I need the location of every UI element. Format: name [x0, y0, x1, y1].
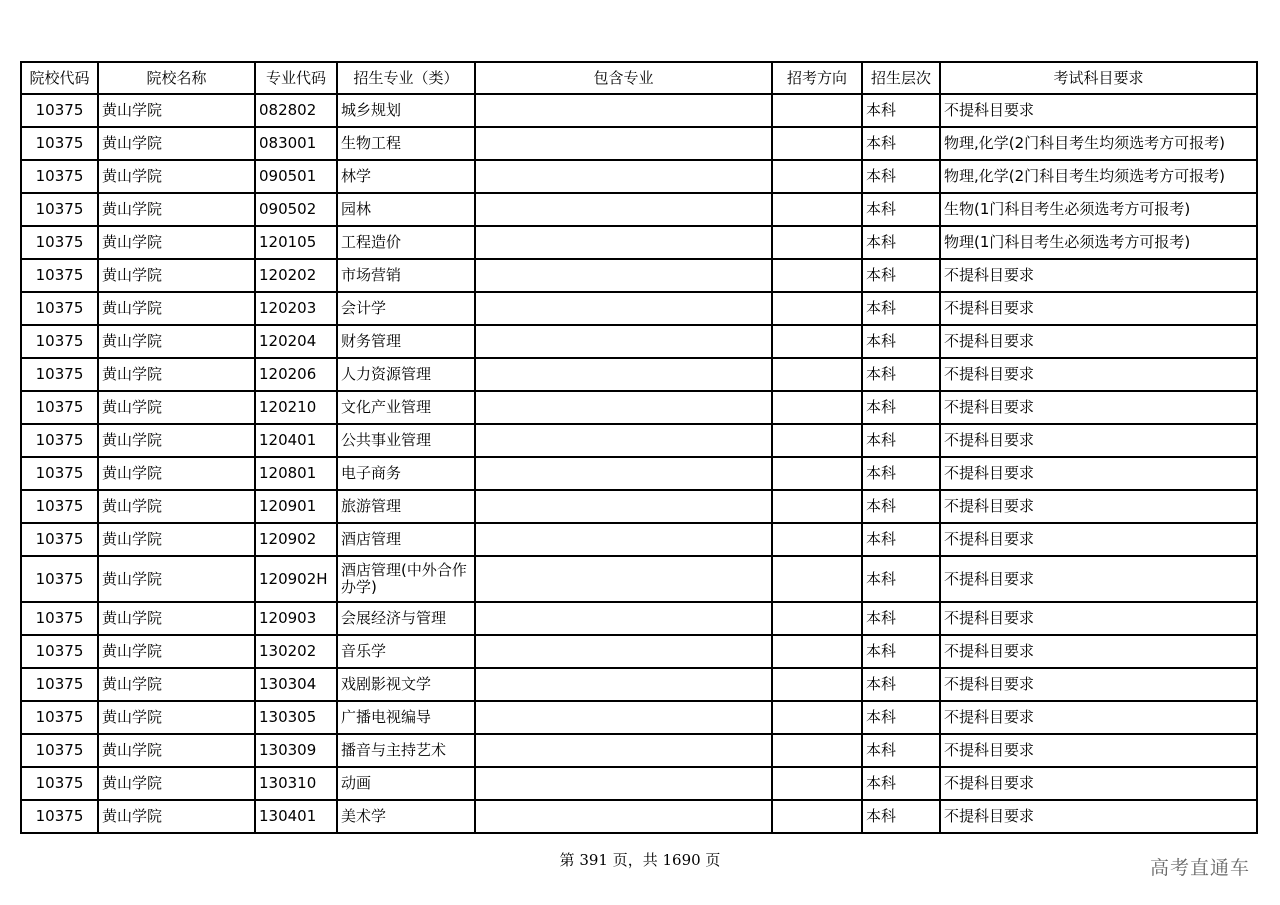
- table-row: [21, 523, 1257, 556]
- school-code-cell: 10375: [21, 767, 98, 800]
- school-code-cell: 10375: [21, 556, 98, 602]
- major-code-cell: 130309: [255, 734, 337, 767]
- school-name-cell: 黄山学院: [98, 602, 255, 635]
- subject-requirement-cell: 物理,化学(2门科目考生均须选考方可报考): [940, 160, 1257, 193]
- school-name-cell: 黄山学院: [98, 457, 255, 490]
- header-major-code: 专业代码: [255, 62, 337, 94]
- school-code-cell: 10375: [21, 424, 98, 457]
- school-name-cell: 黄山学院: [98, 94, 255, 127]
- table-row: [21, 127, 1257, 160]
- subject-requirement-cell: 生物(1门科目考生必须选考方可报考): [940, 193, 1257, 226]
- school-code-cell: 10375: [21, 635, 98, 668]
- direction-cell: [772, 127, 862, 160]
- major-cell: 酒店管理: [337, 523, 475, 556]
- subject-requirement-cell: 不提科目要求: [940, 556, 1257, 602]
- table-row: [21, 226, 1257, 259]
- major-cell: 园林: [337, 193, 475, 226]
- school-name-cell: 黄山学院: [98, 800, 255, 833]
- school-name-cell: 黄山学院: [98, 668, 255, 701]
- major-cell: 酒店管理(中外合作办学): [337, 556, 475, 602]
- table-row: [21, 424, 1257, 457]
- major-cell: 城乡规划: [337, 94, 475, 127]
- table-row: [21, 490, 1257, 523]
- header-direction: 招考方向: [772, 62, 862, 94]
- direction-cell: [772, 490, 862, 523]
- direction-cell: [772, 457, 862, 490]
- header-level: 招生层次: [862, 62, 940, 94]
- included-majors-cell: [475, 635, 772, 668]
- level-cell: 本科: [862, 325, 940, 358]
- major-code-cell: 120902: [255, 523, 337, 556]
- level-cell: 本科: [862, 292, 940, 325]
- direction-cell: [772, 94, 862, 127]
- table-row: [21, 325, 1257, 358]
- included-majors-cell: [475, 259, 772, 292]
- major-code-cell: 120903: [255, 602, 337, 635]
- school-name-cell: 黄山学院: [98, 490, 255, 523]
- level-cell: 本科: [862, 193, 940, 226]
- direction-cell: [772, 292, 862, 325]
- school-code-cell: 10375: [21, 701, 98, 734]
- level-cell: 本科: [862, 767, 940, 800]
- direction-cell: [772, 734, 862, 767]
- subject-requirement-cell: 不提科目要求: [940, 523, 1257, 556]
- major-cell: 会展经济与管理: [337, 602, 475, 635]
- level-cell: 本科: [862, 668, 940, 701]
- school-name-cell: 黄山学院: [98, 734, 255, 767]
- table-row: [21, 160, 1257, 193]
- major-cell: 播音与主持艺术: [337, 734, 475, 767]
- level-cell: 本科: [862, 391, 940, 424]
- direction-cell: [772, 602, 862, 635]
- level-cell: 本科: [862, 424, 940, 457]
- header-school-name: 院校名称: [98, 62, 255, 94]
- major-code-cell: 120202: [255, 259, 337, 292]
- included-majors-cell: [475, 767, 772, 800]
- subject-requirement-cell: 不提科目要求: [940, 668, 1257, 701]
- level-cell: 本科: [862, 490, 940, 523]
- subject-requirement-cell: 不提科目要求: [940, 325, 1257, 358]
- direction-cell: [772, 800, 862, 833]
- school-code-cell: 10375: [21, 325, 98, 358]
- school-name-cell: 黄山学院: [98, 325, 255, 358]
- major-code-cell: 120206: [255, 358, 337, 391]
- table-row: [21, 457, 1257, 490]
- major-code-cell: 120902H: [255, 556, 337, 602]
- header-included-majors: 包含专业: [475, 62, 772, 94]
- major-code-cell: 090502: [255, 193, 337, 226]
- included-majors-cell: [475, 523, 772, 556]
- subject-requirement-cell: 物理,化学(2门科目考生均须选考方可报考): [940, 127, 1257, 160]
- admissions-table: [20, 61, 1258, 834]
- school-code-cell: 10375: [21, 391, 98, 424]
- school-code-cell: 10375: [21, 734, 98, 767]
- included-majors-cell: [475, 325, 772, 358]
- table-row: [21, 193, 1257, 226]
- major-cell: 美术学: [337, 800, 475, 833]
- watermark: 高考直通车: [1149, 857, 1250, 879]
- level-cell: 本科: [862, 635, 940, 668]
- table-row: [21, 800, 1257, 833]
- subject-requirement-cell: 不提科目要求: [940, 602, 1257, 635]
- included-majors-cell: [475, 358, 772, 391]
- table-row: [21, 734, 1257, 767]
- school-code-cell: 10375: [21, 457, 98, 490]
- school-code-cell: 10375: [21, 160, 98, 193]
- school-name-cell: 黄山学院: [98, 292, 255, 325]
- school-code-cell: 10375: [21, 292, 98, 325]
- header-row: [21, 62, 1257, 94]
- direction-cell: [772, 523, 862, 556]
- table-row: [21, 94, 1257, 127]
- school-code-cell: 10375: [21, 800, 98, 833]
- subject-requirement-cell: 不提科目要求: [940, 292, 1257, 325]
- school-code-cell: 10375: [21, 602, 98, 635]
- school-name-cell: 黄山学院: [98, 523, 255, 556]
- subject-requirement-cell: 不提科目要求: [940, 490, 1257, 523]
- header-subject-requirement: 考试科目要求: [940, 62, 1257, 94]
- school-code-cell: 10375: [21, 94, 98, 127]
- level-cell: 本科: [862, 701, 940, 734]
- included-majors-cell: [475, 701, 772, 734]
- major-code-cell: 120401: [255, 424, 337, 457]
- direction-cell: [772, 668, 862, 701]
- table-row: [21, 259, 1257, 292]
- direction-cell: [772, 259, 862, 292]
- included-majors-cell: [475, 127, 772, 160]
- level-cell: 本科: [862, 259, 940, 292]
- major-cell: 音乐学: [337, 635, 475, 668]
- table-row: [21, 635, 1257, 668]
- included-majors-cell: [475, 391, 772, 424]
- major-code-cell: 090501: [255, 160, 337, 193]
- level-cell: 本科: [862, 457, 940, 490]
- school-name-cell: 黄山学院: [98, 556, 255, 602]
- direction-cell: [772, 160, 862, 193]
- school-name-cell: 黄山学院: [98, 635, 255, 668]
- major-code-cell: 120210: [255, 391, 337, 424]
- subject-requirement-cell: 不提科目要求: [940, 94, 1257, 127]
- school-name-cell: 黄山学院: [98, 193, 255, 226]
- included-majors-cell: [475, 160, 772, 193]
- school-name-cell: 黄山学院: [98, 424, 255, 457]
- major-code-cell: 120901: [255, 490, 337, 523]
- major-code-cell: 120204: [255, 325, 337, 358]
- included-majors-cell: [475, 292, 772, 325]
- header-school-code: 院校代码: [21, 62, 98, 94]
- subject-requirement-cell: 不提科目要求: [940, 457, 1257, 490]
- subject-requirement-cell: 不提科目要求: [940, 701, 1257, 734]
- major-cell: 广播电视编导: [337, 701, 475, 734]
- included-majors-cell: [475, 457, 772, 490]
- major-cell: 电子商务: [337, 457, 475, 490]
- school-code-cell: 10375: [21, 193, 98, 226]
- subject-requirement-cell: 不提科目要求: [940, 767, 1257, 800]
- level-cell: 本科: [862, 800, 940, 833]
- school-name-cell: 黄山学院: [98, 160, 255, 193]
- direction-cell: [772, 391, 862, 424]
- major-cell: 生物工程: [337, 127, 475, 160]
- direction-cell: [772, 358, 862, 391]
- school-name-cell: 黄山学院: [98, 127, 255, 160]
- major-cell: 旅游管理: [337, 490, 475, 523]
- school-name-cell: 黄山学院: [98, 226, 255, 259]
- table-row: [21, 767, 1257, 800]
- direction-cell: [772, 767, 862, 800]
- subject-requirement-cell: 不提科目要求: [940, 635, 1257, 668]
- direction-cell: [772, 556, 862, 602]
- included-majors-cell: [475, 193, 772, 226]
- major-code-cell: 120203: [255, 292, 337, 325]
- level-cell: 本科: [862, 226, 940, 259]
- major-cell: 人力资源管理: [337, 358, 475, 391]
- school-name-cell: 黄山学院: [98, 358, 255, 391]
- major-code-cell: 130202: [255, 635, 337, 668]
- major-cell: 林学: [337, 160, 475, 193]
- major-code-cell: 120801: [255, 457, 337, 490]
- level-cell: 本科: [862, 358, 940, 391]
- level-cell: 本科: [862, 602, 940, 635]
- major-cell: 戏剧影视文学: [337, 668, 475, 701]
- school-code-cell: 10375: [21, 490, 98, 523]
- level-cell: 本科: [862, 127, 940, 160]
- school-name-cell: 黄山学院: [98, 701, 255, 734]
- school-code-cell: 10375: [21, 259, 98, 292]
- major-cell: 工程造价: [337, 226, 475, 259]
- school-code-cell: 10375: [21, 668, 98, 701]
- subject-requirement-cell: 物理(1门科目考生必须选考方可报考): [940, 226, 1257, 259]
- header-major: 招生专业（类）: [337, 62, 475, 94]
- included-majors-cell: [475, 94, 772, 127]
- level-cell: 本科: [862, 556, 940, 602]
- major-cell: 公共事业管理: [337, 424, 475, 457]
- direction-cell: [772, 226, 862, 259]
- school-name-cell: 黄山学院: [98, 391, 255, 424]
- subject-requirement-cell: 不提科目要求: [940, 734, 1257, 767]
- school-code-cell: 10375: [21, 358, 98, 391]
- level-cell: 本科: [862, 734, 940, 767]
- major-cell: 动画: [337, 767, 475, 800]
- school-name-cell: 黄山学院: [98, 259, 255, 292]
- table-row: [21, 358, 1257, 391]
- major-code-cell: 130305: [255, 701, 337, 734]
- subject-requirement-cell: 不提科目要求: [940, 259, 1257, 292]
- subject-requirement-cell: 不提科目要求: [940, 391, 1257, 424]
- school-name-cell: 黄山学院: [98, 767, 255, 800]
- major-code-cell: 130401: [255, 800, 337, 833]
- included-majors-cell: [475, 800, 772, 833]
- included-majors-cell: [475, 556, 772, 602]
- included-majors-cell: [475, 490, 772, 523]
- major-code-cell: 083001: [255, 127, 337, 160]
- table-row: [21, 292, 1257, 325]
- major-code-cell: 120105: [255, 226, 337, 259]
- direction-cell: [772, 193, 862, 226]
- table-row: [21, 668, 1257, 701]
- level-cell: 本科: [862, 523, 940, 556]
- direction-cell: [772, 424, 862, 457]
- table-row: [21, 602, 1257, 635]
- major-cell: 财务管理: [337, 325, 475, 358]
- subject-requirement-cell: 不提科目要求: [940, 800, 1257, 833]
- school-code-cell: 10375: [21, 127, 98, 160]
- major-cell: 文化产业管理: [337, 391, 475, 424]
- subject-requirement-cell: 不提科目要求: [940, 424, 1257, 457]
- included-majors-cell: [475, 226, 772, 259]
- table-row: [21, 556, 1257, 602]
- major-code-cell: 130310: [255, 767, 337, 800]
- included-majors-cell: [475, 668, 772, 701]
- major-cell: 会计学: [337, 292, 475, 325]
- included-majors-cell: [475, 424, 772, 457]
- direction-cell: [772, 325, 862, 358]
- school-code-cell: 10375: [21, 523, 98, 556]
- direction-cell: [772, 701, 862, 734]
- level-cell: 本科: [862, 94, 940, 127]
- level-cell: 本科: [862, 160, 940, 193]
- subject-requirement-cell: 不提科目要求: [940, 358, 1257, 391]
- included-majors-cell: [475, 602, 772, 635]
- table-row: [21, 701, 1257, 734]
- included-majors-cell: [475, 734, 772, 767]
- major-cell: 市场营销: [337, 259, 475, 292]
- school-code-cell: 10375: [21, 226, 98, 259]
- major-code-cell: 082802: [255, 94, 337, 127]
- direction-cell: [772, 635, 862, 668]
- page-indicator: 第 391 页，共 1690 页: [559, 851, 721, 869]
- table-row: [21, 391, 1257, 424]
- major-code-cell: 130304: [255, 668, 337, 701]
